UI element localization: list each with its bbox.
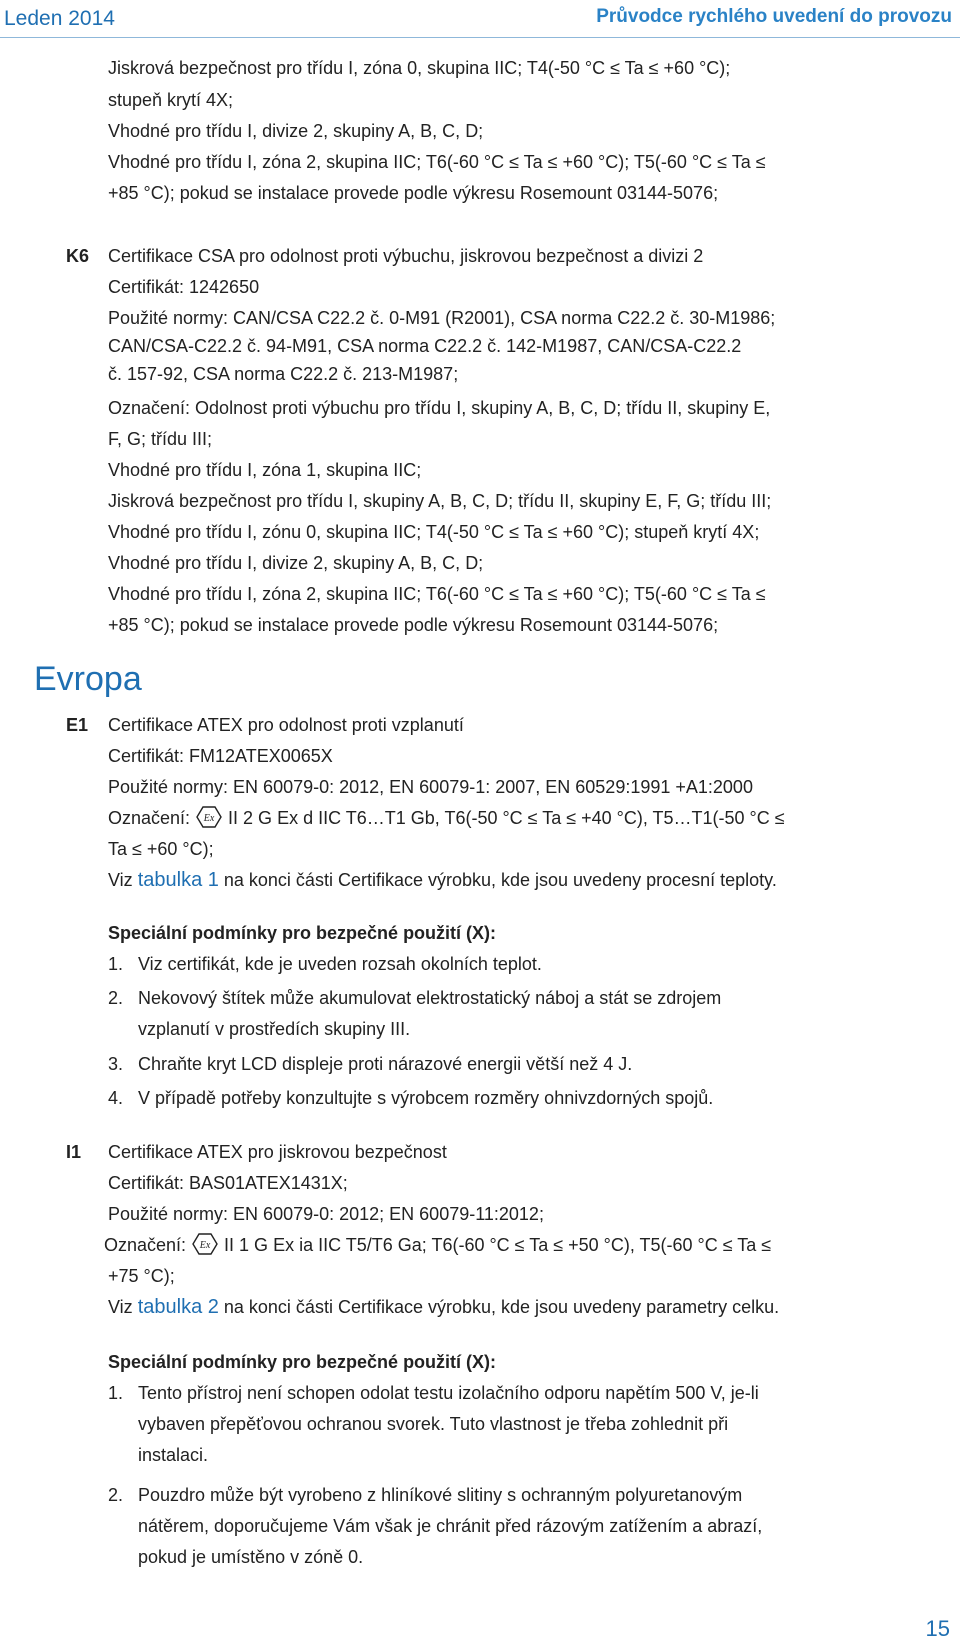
section-title: Evropa	[34, 660, 142, 698]
page-number: 15	[925, 1616, 950, 1641]
item-text: pokud je umístěno v zóně 0.	[138, 1547, 364, 1567]
i1-marking-text: II 1 G Ex ia IIC T5/T6 Ga; T6(-60 °C ≤ Ta ≤ +50 °C), T5(-60 °C ≤ Ta ≤	[224, 1235, 772, 1255]
e1-title: Certifikace ATEX pro odolnost proti vzplanutí	[108, 715, 464, 735]
item-number: 2.	[108, 1485, 124, 1505]
k6-line: F, G; třídu III;	[108, 429, 213, 449]
i1-code: I1	[66, 1142, 82, 1162]
item-number: 3.	[108, 1054, 124, 1074]
intro-line: Vhodné pro třídu I, zóna 2, skupina IIC; T6(-60 °C ≤ Ta ≤ +60 °C); T5(-60 °C ≤ Ta ≤	[108, 152, 766, 172]
e1-reference	[108, 868, 777, 892]
item-text: vybaven přepěťovou ochranou svorek. Tuto vlastnost je třeba zohlednit při	[138, 1414, 729, 1434]
item-text: vzplanutí v prostředích skupiny III.	[138, 1019, 411, 1039]
item-text: Pouzdro může být vyrobeno z hliníkové slitiny s ochranným polyuretanovým	[138, 1485, 743, 1505]
i1-cert: Certifikát: BAS01ATEX1431X;	[108, 1173, 348, 1193]
e1-table-link[interactable]: tabulka 1	[137, 869, 219, 891]
i1-norms: Použité normy: EN 60079-0: 2012; EN 60079-11:2012;	[108, 1204, 544, 1224]
item-number: 1.	[108, 1383, 124, 1403]
item-text: instalaci.	[138, 1445, 209, 1465]
k6-line: +85 °C); pokud se instalace provede podle výkresu Rosemount 03144-5076;	[108, 615, 719, 635]
item-number: 1.	[108, 954, 124, 974]
i1-ref-post: na konci části Certifikace výrobku, kde jsou uvedeny parametry celku.	[223, 1297, 780, 1317]
i1-special-title: Speciální podmínky pro bezpečné použití (X):	[108, 1352, 497, 1372]
e1-code: E1	[66, 715, 89, 735]
intro-line: Jiskrová bezpečnost pro třídu I, zóna 0, skupina IIC; T4(-50 °C ≤ Ta ≤ +60 °C);	[108, 58, 731, 78]
k6-code: K6	[66, 246, 90, 266]
item-text: V případě potřeby konzultujte s výrobcem rozměry ohnivzdorných spojů.	[138, 1088, 714, 1108]
item-number: 2.	[108, 988, 124, 1008]
e1-marking-label: Označení:	[108, 808, 191, 828]
e1-special-title: Speciální podmínky pro bezpečné použití (X):	[108, 923, 497, 943]
e1-marking-cont: Ta ≤ +60 °C);	[108, 839, 214, 859]
header-date: Leden 2014	[4, 7, 115, 30]
e1-cert: Certifikát: FM12ATEX0065X	[108, 746, 333, 766]
k6-line: Použité normy: CAN/CSA C22.2 č. 0-M91 (R2001), CSA norma C22.2 č. 30-M1986;	[108, 308, 776, 328]
k6-line: Vhodné pro třídu I, zóna 1, skupina IIC;	[108, 460, 422, 480]
item-text: Nekovový štítek může akumulovat elektrostatický náboj a stát se zdrojem	[138, 988, 722, 1008]
i1-title: Certifikace ATEX pro jiskrovou bezpečnost	[108, 1142, 447, 1162]
k6-line: Certifikát: 1242650	[108, 277, 260, 297]
svg-text:Ex: Ex	[203, 813, 215, 824]
e1-ref-pre: Viz	[108, 870, 133, 890]
intro-line: +85 °C); pokud se instalace provede podle výkresu Rosemount 03144-5076;	[108, 183, 719, 203]
k6-line: Certifikace CSA pro odolnost proti výbuchu, jiskrovou bezpečnost a divizi 2	[108, 246, 704, 266]
header-title: Průvodce rychlého uvedení do provozu	[596, 6, 952, 27]
ex-hexagon-icon	[192, 1233, 218, 1255]
i1-marking-label: Označení:	[104, 1235, 187, 1255]
item-text: Tento přístroj není schopen odolat testu izolačního odporu napětím 500 V, je-li	[138, 1383, 759, 1403]
item-text: Chraňte kryt LCD displeje proti nárazové energii větší než 4 J.	[138, 1054, 633, 1074]
e1-norms: Použité normy: EN 60079-0: 2012, EN 60079-1: 2007, EN 60529:1991 +A1:2000	[108, 777, 753, 797]
e1-ref-post: na konci části Certifikace výrobku, kde jsou uvedeny procesní teploty.	[223, 870, 777, 890]
e1-marking	[108, 806, 785, 830]
ex-hexagon-icon	[196, 806, 222, 828]
item-text: nátěrem, doporučujeme Vám však je chránit před rázovým zatížením a abrazí,	[138, 1516, 763, 1536]
k6-line: Vhodné pro třídu I, zónu 0, skupina IIC; T4(-50 °C ≤ Ta ≤ +60 °C); stupeň krytí 4X;	[108, 522, 760, 542]
k6-line: č. 157-92, CSA norma C22.2 č. 213-M1987;	[108, 364, 459, 384]
k6-line: Vhodné pro třídu I, zóna 2, skupina IIC; T6(-60 °C ≤ Ta ≤ +60 °C); T5(-60 °C ≤ Ta ≤	[108, 584, 766, 604]
k6-line: Vhodné pro třídu I, divize 2, skupiny A, B, C, D;	[108, 553, 484, 573]
i1-reference	[108, 1295, 779, 1319]
page-header	[0, 0, 960, 38]
i1-table-link[interactable]: tabulka 2	[137, 1296, 219, 1318]
i1-ref-pre: Viz	[108, 1297, 133, 1317]
i1-marking	[104, 1233, 771, 1257]
e1-marking-text: II 2 G Ex d IIC T6…T1 Gb, T6(-50 °C ≤ Ta ≤ +40 °C), T5…T1(-50 °C ≤	[228, 808, 785, 828]
i1-marking-cont: +75 °C);	[108, 1266, 175, 1286]
intro-line: Vhodné pro třídu I, divize 2, skupiny A, B, C, D;	[108, 121, 484, 141]
item-number: 4.	[108, 1088, 124, 1108]
k6-line: Jiskrová bezpečnost pro třídu I, skupiny A, B, C, D; třídu II, skupiny E, F, G; třídu III;	[108, 491, 772, 511]
svg-text:Ex: Ex	[199, 1240, 211, 1251]
k6-line: Označení: Odolnost proti výbuchu pro třídu I, skupiny A, B, C, D; třídu II, skupiny E,	[108, 398, 771, 418]
k6-line: CAN/CSA-C22.2 č. 94-M91, CSA norma C22.2 č. 142-M1987, CAN/CSA-C22.2	[108, 336, 742, 356]
item-text: Viz certifikát, kde je uveden rozsah okolních teplot.	[138, 954, 542, 974]
header-rule	[0, 37, 960, 38]
intro-line: stupeň krytí 4X;	[108, 90, 234, 110]
